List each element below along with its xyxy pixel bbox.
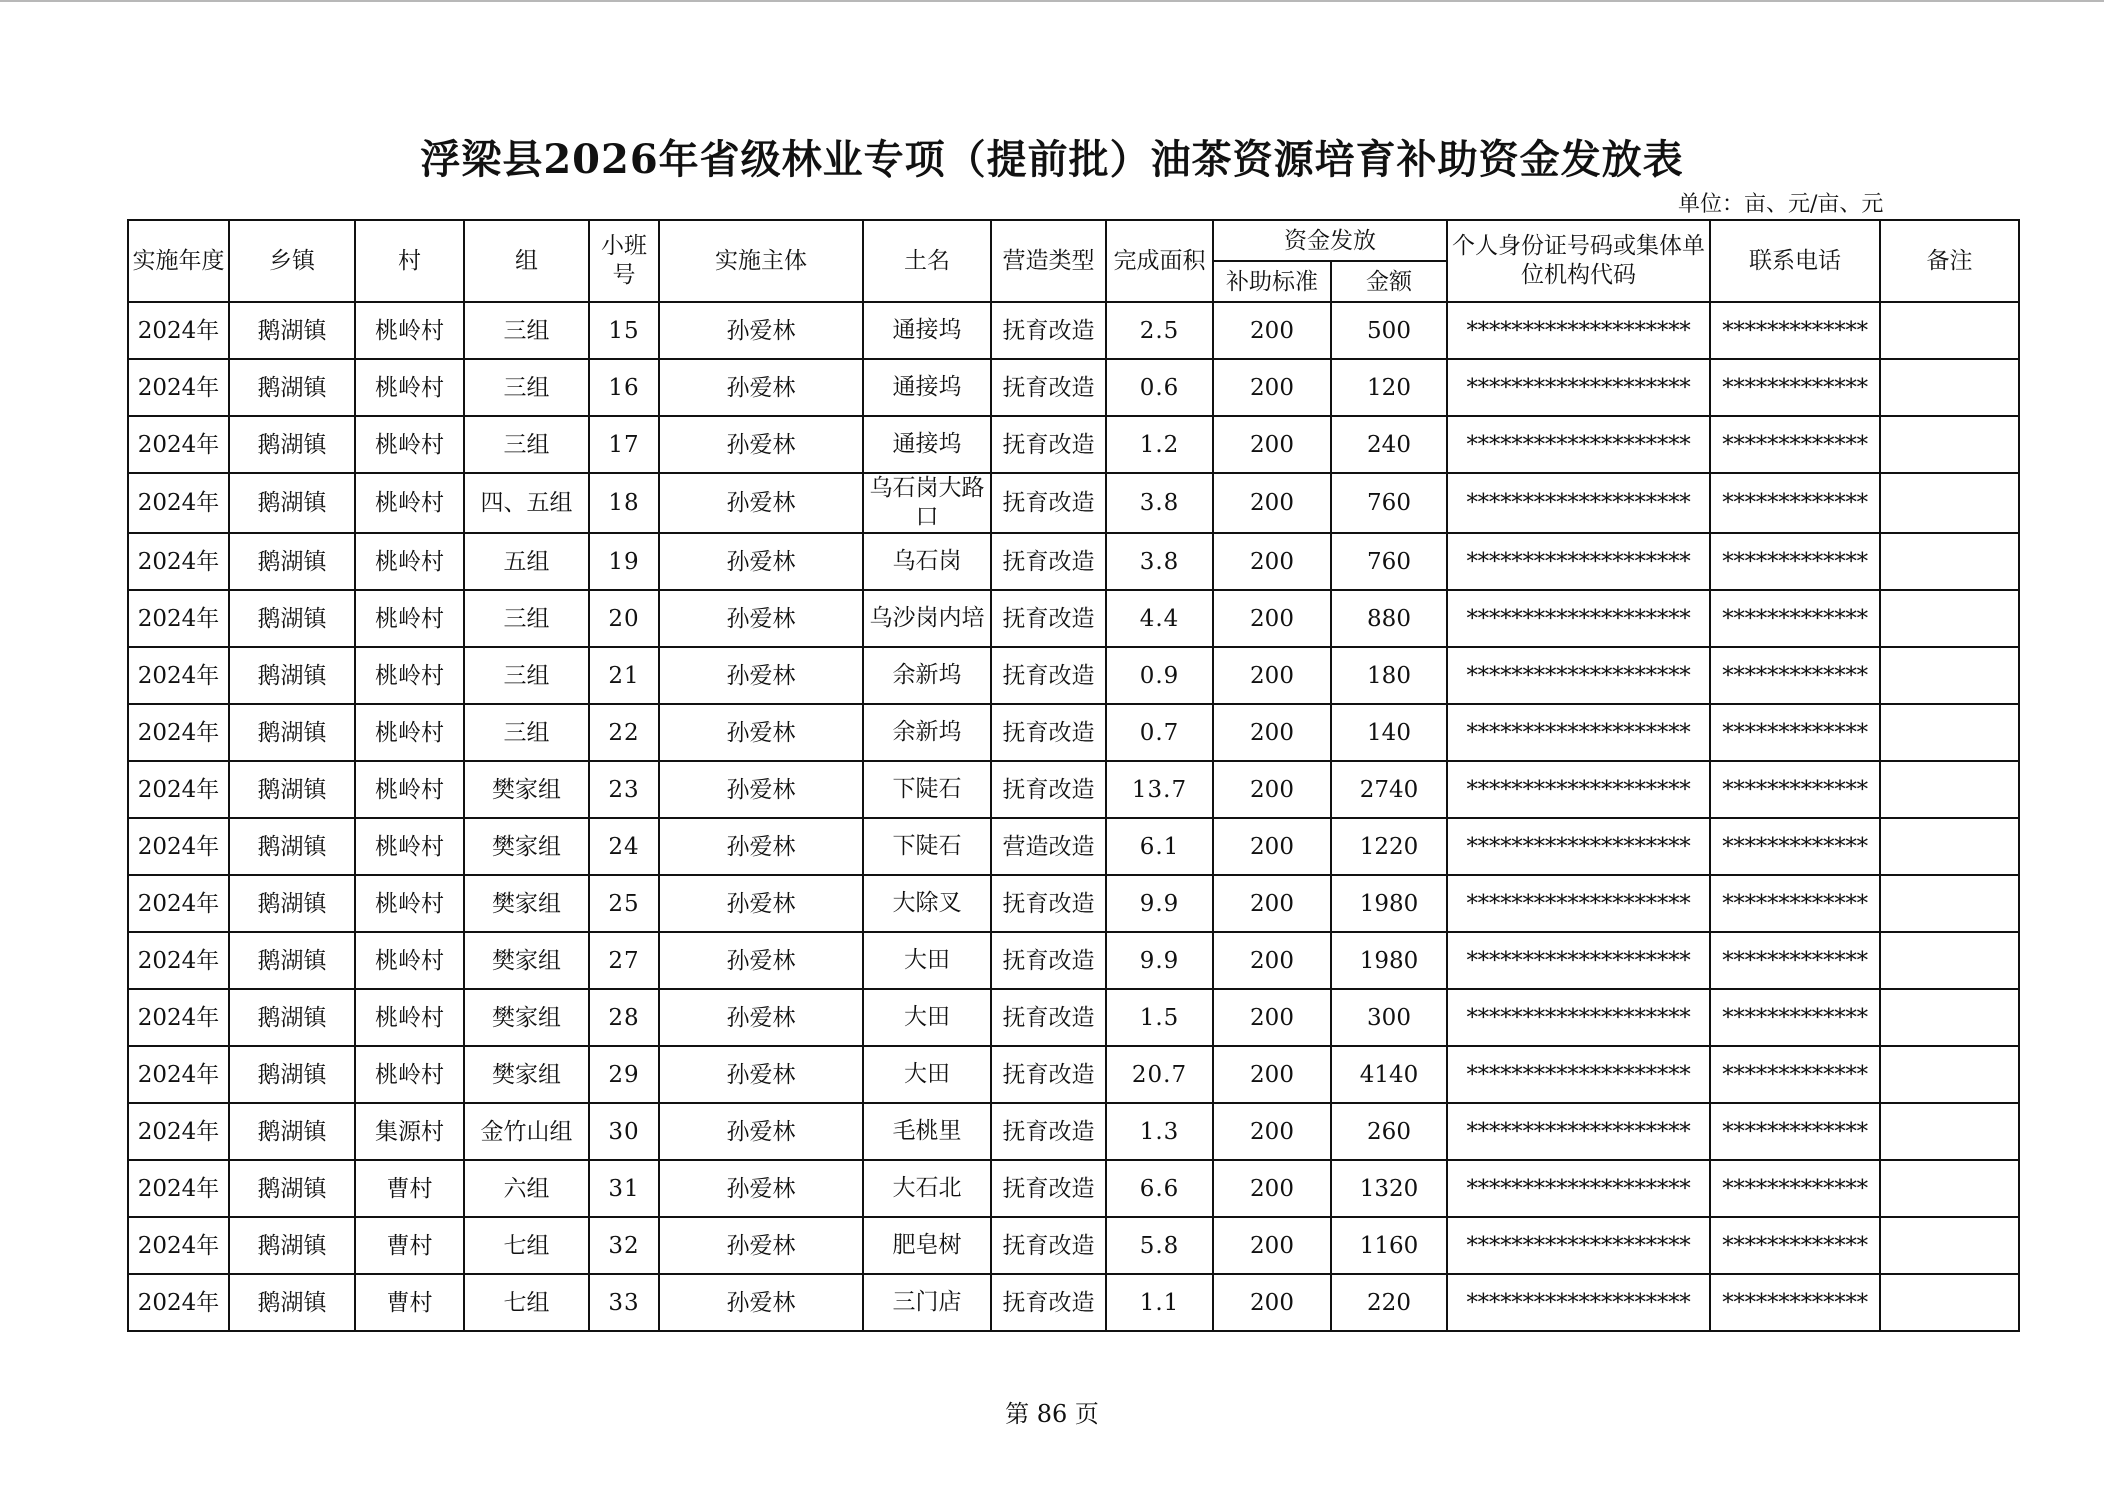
cell-remark	[1880, 932, 2019, 989]
cell-town: 鹅湖镇	[229, 818, 355, 875]
cell-soil-name: 乌石岗大路口	[863, 473, 991, 533]
cell-remark	[1880, 704, 2019, 761]
cell-group: 三组	[464, 647, 589, 704]
cell-amount: 4140	[1331, 1046, 1447, 1103]
cell-village: 桃岭村	[355, 590, 464, 647]
table-row	[128, 533, 2019, 590]
cell-remark	[1880, 818, 2019, 875]
cell-area: 2.5	[1106, 302, 1213, 359]
cell-group: 三组	[464, 302, 589, 359]
cell-area: 20.7	[1106, 1046, 1213, 1103]
cell-entity: 孙爱林	[659, 1046, 863, 1103]
cell-id-code: ********************	[1447, 359, 1710, 416]
cell-group: 樊家组	[464, 989, 589, 1046]
cell-standard: 200	[1213, 1217, 1331, 1274]
cell-id-code: ********************	[1447, 818, 1710, 875]
cell-amount: 760	[1331, 533, 1447, 590]
cell-subplot: 25	[589, 875, 659, 932]
cell-area: 0.9	[1106, 647, 1213, 704]
cell-soil-name: 毛桃里	[863, 1103, 991, 1160]
cell-id-code: ********************	[1447, 302, 1710, 359]
cell-soil-name: 余新坞	[863, 704, 991, 761]
cell-year: 2024年	[128, 1103, 229, 1160]
cell-remark	[1880, 302, 2019, 359]
cell-subplot: 29	[589, 1046, 659, 1103]
cell-village: 桃岭村	[355, 875, 464, 932]
cell-type: 营造改造	[991, 818, 1106, 875]
cell-remark	[1880, 1274, 2019, 1331]
cell-standard: 200	[1213, 647, 1331, 704]
cell-area: 1.2	[1106, 416, 1213, 473]
header-subplot: 小班号	[589, 220, 659, 302]
cell-amount: 260	[1331, 1103, 1447, 1160]
unit-note: 单位：亩、元/亩、元	[1678, 192, 1884, 217]
cell-year: 2024年	[128, 932, 229, 989]
header-group: 组	[464, 220, 589, 302]
cell-type: 抚育改造	[991, 302, 1106, 359]
cell-town: 鹅湖镇	[229, 1103, 355, 1160]
cell-group: 金竹山组	[464, 1103, 589, 1160]
cell-id-code: ********************	[1447, 590, 1710, 647]
cell-id-code: ********************	[1447, 989, 1710, 1046]
cell-amount: 120	[1331, 359, 1447, 416]
table-row	[128, 590, 2019, 647]
cell-town: 鹅湖镇	[229, 533, 355, 590]
cell-amount: 300	[1331, 989, 1447, 1046]
cell-id-code: ********************	[1447, 932, 1710, 989]
cell-type: 抚育改造	[991, 932, 1106, 989]
header-area: 完成面积	[1106, 220, 1213, 302]
cell-entity: 孙爱林	[659, 761, 863, 818]
cell-group: 四、五组	[464, 473, 589, 533]
cell-amount: 1980	[1331, 875, 1447, 932]
cell-entity: 孙爱林	[659, 1217, 863, 1274]
cell-town: 鹅湖镇	[229, 1046, 355, 1103]
cell-town: 鹅湖镇	[229, 473, 355, 533]
cell-type: 抚育改造	[991, 590, 1106, 647]
cell-id-code: ********************	[1447, 473, 1710, 533]
cell-area: 4.4	[1106, 590, 1213, 647]
cell-remark	[1880, 590, 2019, 647]
cell-amount: 760	[1331, 473, 1447, 533]
cell-area: 9.9	[1106, 875, 1213, 932]
cell-standard: 200	[1213, 989, 1331, 1046]
header-type: 营造类型	[991, 220, 1106, 302]
cell-phone: *************	[1710, 1217, 1880, 1274]
cell-soil-name: 余新坞	[863, 647, 991, 704]
cell-year: 2024年	[128, 1274, 229, 1331]
cell-phone: *************	[1710, 302, 1880, 359]
cell-town: 鹅湖镇	[229, 704, 355, 761]
cell-year: 2024年	[128, 761, 229, 818]
cell-subplot: 16	[589, 359, 659, 416]
cell-year: 2024年	[128, 647, 229, 704]
cell-area: 3.8	[1106, 473, 1213, 533]
cell-village: 桃岭村	[355, 473, 464, 533]
subsidy-table	[127, 219, 2020, 1332]
cell-soil-name: 大田	[863, 932, 991, 989]
cell-phone: *************	[1710, 416, 1880, 473]
cell-id-code: ********************	[1447, 416, 1710, 473]
cell-amount: 880	[1331, 590, 1447, 647]
cell-year: 2024年	[128, 302, 229, 359]
table-row	[128, 1160, 2019, 1217]
cell-area: 13.7	[1106, 761, 1213, 818]
cell-village: 桃岭村	[355, 932, 464, 989]
cell-group: 樊家组	[464, 932, 589, 989]
cell-phone: *************	[1710, 1046, 1880, 1103]
cell-group: 六组	[464, 1160, 589, 1217]
cell-subplot: 30	[589, 1103, 659, 1160]
cell-phone: *************	[1710, 932, 1880, 989]
cell-subplot: 21	[589, 647, 659, 704]
table-row	[128, 761, 2019, 818]
cell-phone: *************	[1710, 590, 1880, 647]
header-soil-name: 土名	[863, 220, 991, 302]
cell-standard: 200	[1213, 1046, 1331, 1103]
cell-subplot: 19	[589, 533, 659, 590]
cell-area: 1.3	[1106, 1103, 1213, 1160]
cell-amount: 240	[1331, 416, 1447, 473]
cell-phone: *************	[1710, 533, 1880, 590]
cell-area: 3.8	[1106, 533, 1213, 590]
cell-town: 鹅湖镇	[229, 1160, 355, 1217]
header-town: 乡镇	[229, 220, 355, 302]
cell-type: 抚育改造	[991, 1046, 1106, 1103]
cell-id-code: ********************	[1447, 1103, 1710, 1160]
cell-town: 鹅湖镇	[229, 302, 355, 359]
cell-soil-name: 乌沙岗内培	[863, 590, 991, 647]
cell-type: 抚育改造	[991, 1217, 1106, 1274]
cell-village: 桃岭村	[355, 533, 464, 590]
cell-standard: 200	[1213, 416, 1331, 473]
table-row	[128, 704, 2019, 761]
cell-phone: *************	[1710, 647, 1880, 704]
cell-amount: 1980	[1331, 932, 1447, 989]
cell-id-code: ********************	[1447, 647, 1710, 704]
cell-village: 曹村	[355, 1160, 464, 1217]
cell-area: 1.5	[1106, 989, 1213, 1046]
cell-amount: 1220	[1331, 818, 1447, 875]
cell-remark	[1880, 1046, 2019, 1103]
cell-town: 鹅湖镇	[229, 761, 355, 818]
cell-id-code: ********************	[1447, 761, 1710, 818]
cell-subplot: 20	[589, 590, 659, 647]
cell-standard: 200	[1213, 1274, 1331, 1331]
cell-standard: 200	[1213, 704, 1331, 761]
cell-entity: 孙爱林	[659, 533, 863, 590]
cell-standard: 200	[1213, 359, 1331, 416]
cell-area: 1.1	[1106, 1274, 1213, 1331]
cell-group: 三组	[464, 704, 589, 761]
table-row	[128, 989, 2019, 1046]
cell-village: 桃岭村	[355, 989, 464, 1046]
cell-soil-name: 大田	[863, 989, 991, 1046]
cell-phone: *************	[1710, 704, 1880, 761]
cell-group: 三组	[464, 416, 589, 473]
cell-entity: 孙爱林	[659, 473, 863, 533]
cell-entity: 孙爱林	[659, 590, 863, 647]
header-id-code: 个人身份证号码或集体单位机构代码	[1447, 220, 1710, 302]
cell-type: 抚育改造	[991, 1103, 1106, 1160]
cell-soil-name: 下陡石	[863, 761, 991, 818]
cell-subplot: 32	[589, 1217, 659, 1274]
header-funding: 资金发放	[1213, 220, 1447, 261]
cell-entity: 孙爱林	[659, 1274, 863, 1331]
cell-subplot: 28	[589, 989, 659, 1046]
cell-village: 集源村	[355, 1103, 464, 1160]
cell-area: 9.9	[1106, 932, 1213, 989]
cell-year: 2024年	[128, 1217, 229, 1274]
cell-soil-name: 下陡石	[863, 818, 991, 875]
cell-amount: 140	[1331, 704, 1447, 761]
cell-amount: 500	[1331, 302, 1447, 359]
cell-remark	[1880, 647, 2019, 704]
cell-entity: 孙爱林	[659, 1103, 863, 1160]
cell-subplot: 31	[589, 1160, 659, 1217]
cell-remark	[1880, 416, 2019, 473]
cell-remark	[1880, 1217, 2019, 1274]
cell-standard: 200	[1213, 590, 1331, 647]
cell-village: 桃岭村	[355, 359, 464, 416]
cell-soil-name: 通接坞	[863, 416, 991, 473]
cell-group: 三组	[464, 590, 589, 647]
cell-remark	[1880, 473, 2019, 533]
cell-year: 2024年	[128, 416, 229, 473]
cell-phone: *************	[1710, 1160, 1880, 1217]
page-top-border	[0, 0, 2104, 2]
cell-id-code: ********************	[1447, 875, 1710, 932]
cell-year: 2024年	[128, 704, 229, 761]
cell-type: 抚育改造	[991, 416, 1106, 473]
table-row	[128, 1046, 2019, 1103]
cell-area: 5.8	[1106, 1217, 1213, 1274]
cell-phone: *************	[1710, 818, 1880, 875]
table-row	[128, 818, 2019, 875]
cell-year: 2024年	[128, 359, 229, 416]
cell-subplot: 17	[589, 416, 659, 473]
cell-area: 6.6	[1106, 1160, 1213, 1217]
cell-type: 抚育改造	[991, 533, 1106, 590]
cell-year: 2024年	[128, 473, 229, 533]
cell-town: 鹅湖镇	[229, 359, 355, 416]
cell-standard: 200	[1213, 875, 1331, 932]
cell-amount: 1320	[1331, 1160, 1447, 1217]
cell-type: 抚育改造	[991, 1274, 1106, 1331]
cell-soil-name: 大石北	[863, 1160, 991, 1217]
cell-year: 2024年	[128, 989, 229, 1046]
cell-entity: 孙爱林	[659, 704, 863, 761]
cell-entity: 孙爱林	[659, 1160, 863, 1217]
cell-group: 樊家组	[464, 875, 589, 932]
table-row	[128, 473, 2019, 533]
cell-town: 鹅湖镇	[229, 416, 355, 473]
cell-amount: 1160	[1331, 1217, 1447, 1274]
table-row	[128, 1274, 2019, 1331]
header-village: 村	[355, 220, 464, 302]
cell-town: 鹅湖镇	[229, 989, 355, 1046]
cell-year: 2024年	[128, 1046, 229, 1103]
cell-type: 抚育改造	[991, 647, 1106, 704]
cell-remark	[1880, 875, 2019, 932]
cell-town: 鹅湖镇	[229, 647, 355, 704]
cell-village: 桃岭村	[355, 704, 464, 761]
cell-type: 抚育改造	[991, 761, 1106, 818]
cell-amount: 180	[1331, 647, 1447, 704]
cell-remark	[1880, 359, 2019, 416]
cell-type: 抚育改造	[991, 1160, 1106, 1217]
cell-year: 2024年	[128, 533, 229, 590]
cell-phone: *************	[1710, 761, 1880, 818]
cell-subplot: 27	[589, 932, 659, 989]
cell-remark	[1880, 1103, 2019, 1160]
cell-entity: 孙爱林	[659, 647, 863, 704]
cell-id-code: ********************	[1447, 1274, 1710, 1331]
cell-type: 抚育改造	[991, 359, 1106, 416]
cell-soil-name: 大除叉	[863, 875, 991, 932]
cell-subplot: 24	[589, 818, 659, 875]
cell-village: 桃岭村	[355, 416, 464, 473]
cell-group: 七组	[464, 1217, 589, 1274]
cell-standard: 200	[1213, 473, 1331, 533]
cell-standard: 200	[1213, 302, 1331, 359]
cell-group: 三组	[464, 359, 589, 416]
cell-phone: *************	[1710, 473, 1880, 533]
cell-group: 樊家组	[464, 761, 589, 818]
cell-group: 七组	[464, 1274, 589, 1331]
cell-town: 鹅湖镇	[229, 932, 355, 989]
cell-subplot: 22	[589, 704, 659, 761]
cell-village: 曹村	[355, 1217, 464, 1274]
cell-id-code: ********************	[1447, 533, 1710, 590]
cell-entity: 孙爱林	[659, 932, 863, 989]
table-row	[128, 416, 2019, 473]
cell-area: 0.6	[1106, 359, 1213, 416]
cell-type: 抚育改造	[991, 989, 1106, 1046]
cell-year: 2024年	[128, 875, 229, 932]
cell-group: 樊家组	[464, 818, 589, 875]
header-standard: 补助标准	[1213, 261, 1331, 302]
cell-soil-name: 乌石岗	[863, 533, 991, 590]
cell-entity: 孙爱林	[659, 989, 863, 1046]
cell-entity: 孙爱林	[659, 416, 863, 473]
table-row	[128, 932, 2019, 989]
cell-subplot: 33	[589, 1274, 659, 1331]
page-number: 第 86 页	[1005, 1400, 1099, 1428]
header-phone: 联系电话	[1710, 220, 1880, 302]
cell-town: 鹅湖镇	[229, 1274, 355, 1331]
table-header	[128, 220, 2019, 302]
cell-group: 樊家组	[464, 1046, 589, 1103]
cell-soil-name: 通接坞	[863, 302, 991, 359]
cell-area: 6.1	[1106, 818, 1213, 875]
table-body	[128, 302, 2019, 1331]
cell-remark	[1880, 533, 2019, 590]
cell-year: 2024年	[128, 818, 229, 875]
cell-type: 抚育改造	[991, 473, 1106, 533]
cell-village: 桃岭村	[355, 302, 464, 359]
table-row	[128, 302, 2019, 359]
cell-standard: 200	[1213, 533, 1331, 590]
cell-village: 桃岭村	[355, 761, 464, 818]
cell-subplot: 23	[589, 761, 659, 818]
cell-id-code: ********************	[1447, 1217, 1710, 1274]
cell-phone: *************	[1710, 1103, 1880, 1160]
cell-standard: 200	[1213, 818, 1331, 875]
cell-phone: *************	[1710, 1274, 1880, 1331]
cell-area: 0.7	[1106, 704, 1213, 761]
cell-remark	[1880, 761, 2019, 818]
table-row	[128, 647, 2019, 704]
cell-subplot: 18	[589, 473, 659, 533]
cell-standard: 200	[1213, 1103, 1331, 1160]
header-entity: 实施主体	[659, 220, 863, 302]
cell-type: 抚育改造	[991, 875, 1106, 932]
cell-village: 桃岭村	[355, 1046, 464, 1103]
document-title: 浮梁县2026年省级林业专项（提前批）油茶资源培育补助资金发放表	[420, 136, 1684, 183]
header-year: 实施年度	[128, 220, 229, 302]
cell-soil-name: 大田	[863, 1046, 991, 1103]
cell-id-code: ********************	[1447, 704, 1710, 761]
cell-id-code: ********************	[1447, 1046, 1710, 1103]
cell-entity: 孙爱林	[659, 818, 863, 875]
cell-id-code: ********************	[1447, 1160, 1710, 1217]
header-amount: 金额	[1331, 261, 1447, 302]
cell-standard: 200	[1213, 1160, 1331, 1217]
cell-town: 鹅湖镇	[229, 1217, 355, 1274]
cell-amount: 2740	[1331, 761, 1447, 818]
cell-village: 曹村	[355, 1274, 464, 1331]
cell-village: 桃岭村	[355, 647, 464, 704]
cell-subplot: 15	[589, 302, 659, 359]
cell-town: 鹅湖镇	[229, 590, 355, 647]
cell-standard: 200	[1213, 761, 1331, 818]
cell-soil-name: 通接坞	[863, 359, 991, 416]
cell-year: 2024年	[128, 590, 229, 647]
cell-group: 五组	[464, 533, 589, 590]
cell-phone: *************	[1710, 875, 1880, 932]
cell-entity: 孙爱林	[659, 359, 863, 416]
cell-standard: 200	[1213, 932, 1331, 989]
cell-amount: 220	[1331, 1274, 1447, 1331]
cell-year: 2024年	[128, 1160, 229, 1217]
table-row	[128, 359, 2019, 416]
cell-type: 抚育改造	[991, 704, 1106, 761]
cell-phone: *************	[1710, 989, 1880, 1046]
cell-town: 鹅湖镇	[229, 875, 355, 932]
cell-village: 桃岭村	[355, 818, 464, 875]
table-row	[128, 1103, 2019, 1160]
header-remark: 备注	[1880, 220, 2019, 302]
cell-soil-name: 三门店	[863, 1274, 991, 1331]
cell-entity: 孙爱林	[659, 875, 863, 932]
cell-remark	[1880, 1160, 2019, 1217]
cell-remark	[1880, 989, 2019, 1046]
cell-phone: *************	[1710, 359, 1880, 416]
cell-soil-name: 肥皂树	[863, 1217, 991, 1274]
table-row	[128, 875, 2019, 932]
table-row	[128, 1217, 2019, 1274]
cell-entity: 孙爱林	[659, 302, 863, 359]
